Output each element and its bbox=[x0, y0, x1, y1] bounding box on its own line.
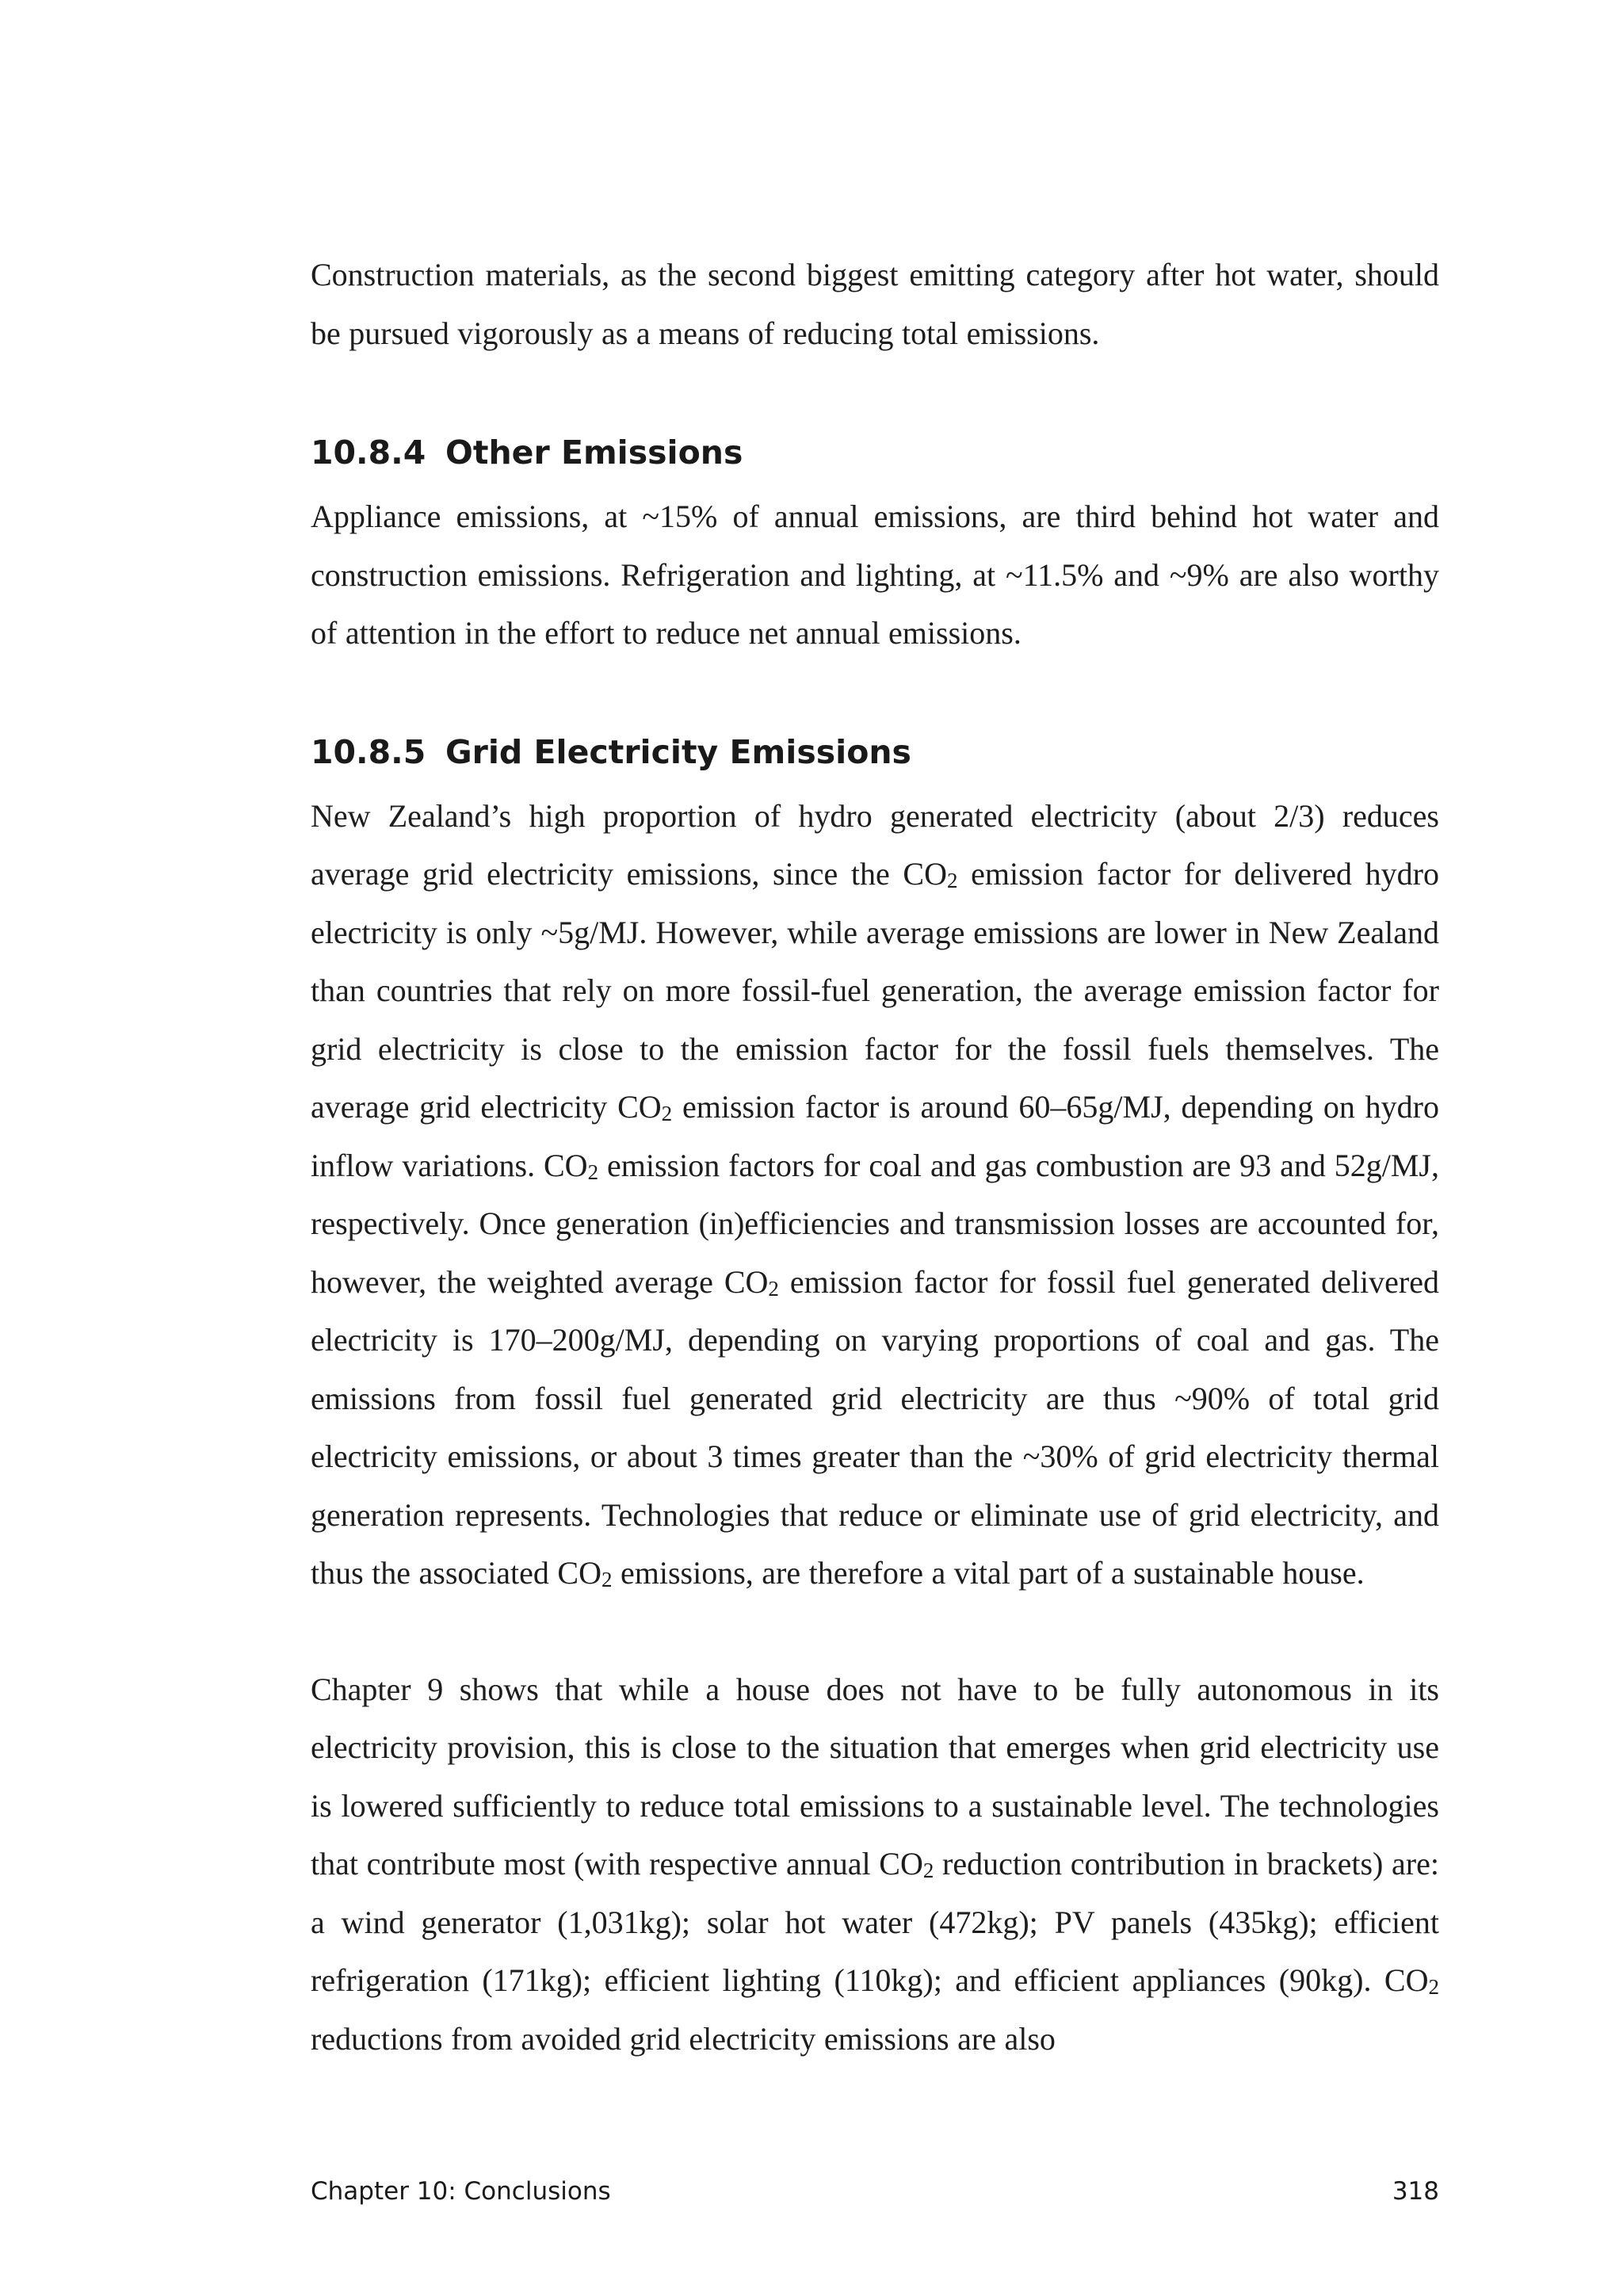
text-run: New Zealand’s high proportion of hydro generated electricity (about 2/3) reduces average grid electricity emissions, since the CO bbox=[311, 797, 1439, 892]
text-run: emission factor for fossil fuel generated delivered electricity is 170–200g/MJ, depending on varying proportions of coal and gas. The emissions from fossil fuel generated grid electricity are thus ~90% of total grid electricity emissions, or about 3 times greater than the ~30% of grid electricity thermal generation represents. Technologies that reduce or eliminate use of grid electricity, and thus the associated CO bbox=[311, 1263, 1439, 1591]
chapter-9-paragraph bbox=[311, 1660, 1439, 2069]
text-run: reductions from avoided grid electricity emissions are also bbox=[311, 2020, 1056, 2057]
other-emissions-paragraph bbox=[311, 487, 1439, 663]
footer-page-number: 318 bbox=[1392, 2177, 1439, 2206]
section-title: Other Emissions bbox=[445, 434, 743, 472]
co2-subscript: 2 bbox=[1428, 1975, 1439, 1999]
section-heading-10-8-4 bbox=[311, 429, 1439, 476]
section-title: Grid Electricity Emissions bbox=[445, 732, 911, 771]
text-run: emission factor for delivered hydro electricity is only ~5g/MJ. However, while average emissions are lower in New Zealand than countries that rely on more fossil-fuel generation, the average emission factor for grid electricity is close to the emission factor for the fossil fuels themselves. The average grid electricity CO bbox=[311, 856, 1439, 1125]
text-run: Chapter 9 shows that while a house does not have to be fully autonomous in its electricity provision, this is close to the situation that emerges when grid electricity use is lowered sufficiently to reduce total emissions to a sustainable level. The technologies that contribute most (with respective annual CO bbox=[311, 1671, 1439, 1881]
co2-subscript: 2 bbox=[661, 1102, 673, 1125]
text-run: emissions, are therefore a vital part of a sustainable house. bbox=[612, 1555, 1365, 1591]
section-heading-10-8-5 bbox=[311, 728, 1439, 776]
text-run: reduction contribution in brackets) are: a wind generator (1,031kg); solar hot water (472kg); PV panels (435kg); efficient refrigeration (171kg); efficient lighting (110kg); and efficient appliances (90kg). CO bbox=[311, 1846, 1439, 1998]
co2-subscript: 2 bbox=[768, 1276, 779, 1301]
grid-electricity-paragraph bbox=[311, 787, 1439, 1603]
intro-text: Construction materials, as the second biggest emitting category after hot water, should be pursued vigorously as a means of reducing total emissions. bbox=[311, 257, 1439, 351]
co2-subscript: 2 bbox=[587, 1159, 599, 1184]
text-run: emission factor is around 60–65g/MJ, depending on hydro inflow variations. CO bbox=[311, 1089, 1439, 1183]
paragraph-text: Appliance emissions, at ~15% of annual emissions, are third behind hot water and construction emissions. Refrigeration and lighting, at ~11.5% and ~9% are also worthy of attention in the effort to reduce net annual emissions. bbox=[311, 499, 1439, 651]
section-number: 10.8.5 bbox=[311, 732, 426, 771]
page-footer bbox=[311, 2176, 1439, 2207]
section-number: 10.8.4 bbox=[311, 434, 426, 472]
page-content bbox=[311, 246, 1439, 2068]
intro-paragraph bbox=[311, 246, 1439, 362]
footer-chapter-title: Chapter 10: Conclusions bbox=[311, 2177, 611, 2206]
co2-subscript: 2 bbox=[922, 1859, 934, 1882]
text-run: emission factors for coal and gas combustion are 93 and 52g/MJ, respectively. Once generation (in)efficiencies and transmission losses are accounted for, however, the weighted average CO bbox=[311, 1147, 1439, 1300]
co2-subscript: 2 bbox=[601, 1568, 613, 1591]
co2-subscript: 2 bbox=[946, 869, 958, 892]
